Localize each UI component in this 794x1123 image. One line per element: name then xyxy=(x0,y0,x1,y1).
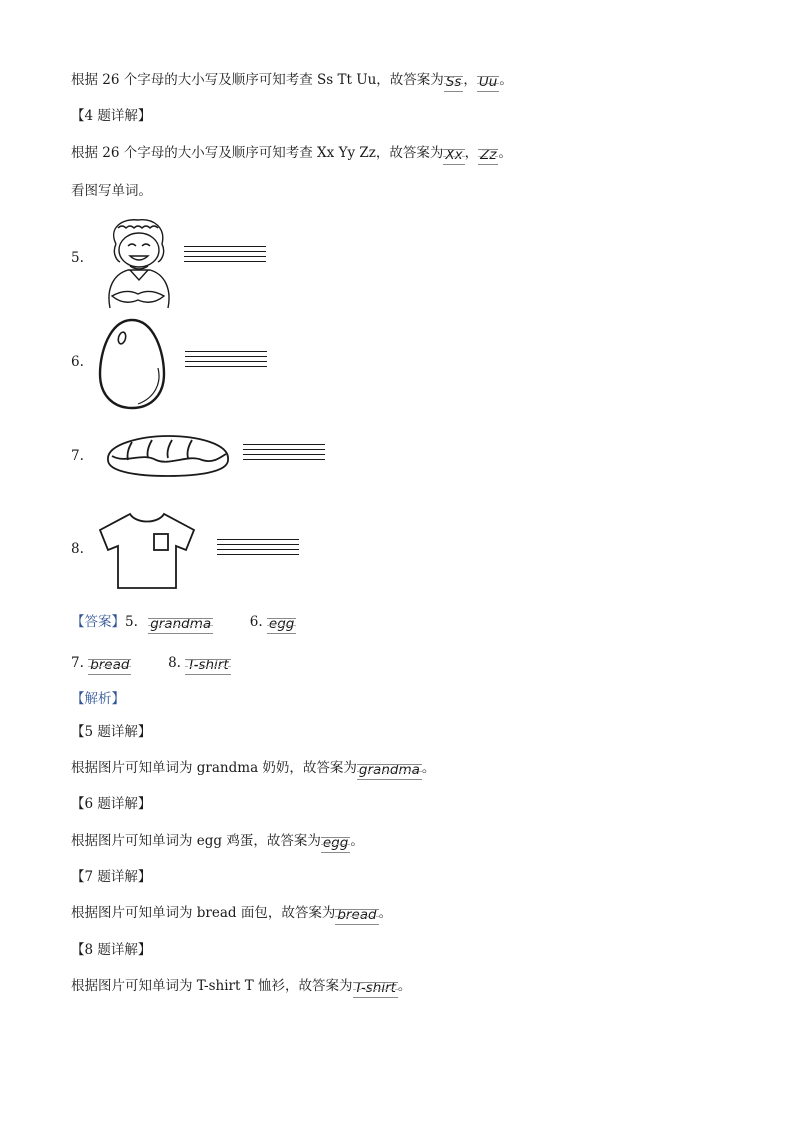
paragraph-letters-stu xyxy=(71,70,513,90)
heading-q6: 【6 题详解】 xyxy=(71,796,152,812)
answer-number-7: 7. xyxy=(71,655,84,671)
analysis-label: 【解析】 xyxy=(71,691,125,707)
answer-q6-inline: egg xyxy=(322,835,349,851)
period: 。 xyxy=(499,72,513,88)
question-number-5: 5. xyxy=(71,250,84,266)
writing-lines-5 xyxy=(184,246,266,266)
paragraph-text: 根据图片可知单词为 grandma 奶奶，故答案为 xyxy=(71,760,357,776)
writing-lines-6 xyxy=(185,351,267,371)
paragraph-text: 根据图片可知单词为 egg 鸡蛋，故答案为 xyxy=(71,833,321,849)
heading-q4: 【4 题详解】 xyxy=(71,108,152,124)
period: 。 xyxy=(421,760,436,776)
separator: ， xyxy=(464,145,479,161)
period: 。 xyxy=(350,833,364,849)
question-number-6: 6. xyxy=(71,354,84,370)
period: 。 xyxy=(498,145,512,161)
grandma-icon xyxy=(100,216,185,312)
answer-q8-inline: T-shirt xyxy=(354,980,396,996)
answer-5: grandma xyxy=(150,616,212,632)
answer-number-8: 8. xyxy=(168,655,181,671)
question-number-8: 8. xyxy=(71,541,84,557)
writing-lines-8 xyxy=(217,539,299,559)
paragraph-q5 xyxy=(71,758,435,778)
answer-6: egg xyxy=(268,616,295,632)
answer-label: 【答案】 xyxy=(71,614,125,630)
separator: ， xyxy=(463,72,477,88)
paragraph-text: 根据 26 个字母的大小写及顺序可知考查 Ss Tt Uu，故答案为 xyxy=(71,72,444,88)
period: 。 xyxy=(378,905,393,921)
paragraph-text: 根据图片可知单词为 T-shirt T 恤衫，故答案为 xyxy=(71,978,353,994)
answer-row-1 xyxy=(71,612,296,632)
paragraph-q7 xyxy=(71,903,392,923)
answer-number-6: 6. xyxy=(249,614,263,630)
paragraph-letters-xyz xyxy=(71,143,512,163)
heading-q5: 【5 题详解】 xyxy=(71,724,152,740)
answer-ss: Ss xyxy=(445,74,462,90)
answer-q7-inline: bread xyxy=(337,907,377,923)
heading-q7: 【7 题详解】 xyxy=(71,869,152,885)
answer-uu: Uu xyxy=(478,74,498,90)
answer-number-5: 5. xyxy=(125,614,138,630)
writing-lines-7 xyxy=(243,444,325,464)
paragraph-text: 根据 26 个字母的大小写及顺序可知考查 Xx Yy Zz，故答案为 xyxy=(71,145,444,161)
paragraph-q6 xyxy=(71,831,364,851)
paragraph-text: 根据图片可知单词为 bread 面包，故答案为 xyxy=(71,905,336,921)
paragraph-q8 xyxy=(71,976,411,996)
egg-icon xyxy=(96,318,168,410)
answer-row-2 xyxy=(71,653,231,673)
answer-xx: Xx xyxy=(445,147,463,163)
heading-q8: 【8 题详解】 xyxy=(71,942,152,958)
question-number-7: 7. xyxy=(71,448,84,464)
tshirt-icon xyxy=(96,510,198,592)
section-instruction: 看图写单词。 xyxy=(71,183,152,199)
answer-8: T-shirt xyxy=(187,657,229,673)
answer-zz: Zz xyxy=(480,147,497,163)
answer-q5-inline: grandma xyxy=(358,762,420,778)
bread-icon xyxy=(102,430,232,480)
period: 。 xyxy=(397,978,412,994)
answer-7: bread xyxy=(90,657,130,673)
